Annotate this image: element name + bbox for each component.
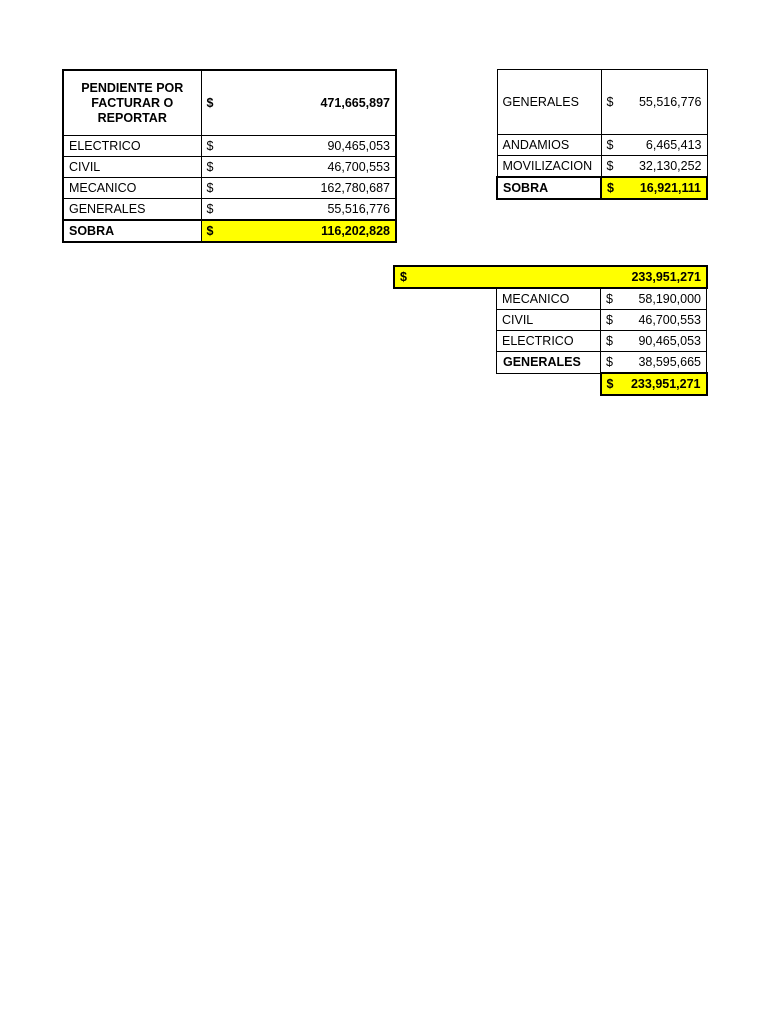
row-label: ELECTRICO	[63, 136, 201, 157]
row-label: ELECTRICO	[497, 331, 601, 352]
table-row	[497, 310, 707, 331]
total-value: 16,921,111	[621, 177, 707, 199]
currency-symbol: $	[601, 177, 621, 199]
row-value: 58,190,000	[621, 289, 707, 310]
row-label: CIVIL	[497, 310, 601, 331]
header-label: GENERALES	[497, 70, 601, 135]
currency-symbol: $	[201, 178, 221, 199]
row-label: MOVILIZACION	[497, 156, 601, 178]
table-row	[497, 135, 707, 156]
row-value: 90,465,053	[221, 136, 396, 157]
banner-value: 233,951,271	[414, 266, 707, 288]
total-label: SOBRA	[497, 177, 601, 199]
table-row	[63, 136, 396, 157]
row-value: 162,780,687	[221, 178, 396, 199]
banner-row	[394, 266, 707, 288]
total-value: 116,202,828	[221, 220, 396, 242]
row-value: 38,595,665	[621, 352, 707, 374]
row-value: 6,465,413	[621, 135, 707, 156]
currency-symbol: $	[601, 289, 621, 310]
row-label: GENERALES	[63, 199, 201, 221]
generales-breakdown-table	[496, 69, 708, 200]
distribution-table	[496, 288, 708, 396]
table-header-row	[497, 70, 707, 135]
table-row	[497, 156, 707, 178]
total-row	[497, 373, 707, 395]
header-value: 55,516,776	[621, 70, 707, 135]
header-label: PENDIENTE POR FACTURAR O REPORTAR	[63, 70, 201, 136]
currency-symbol: $	[201, 70, 221, 136]
empty-cell	[497, 373, 601, 395]
currency-symbol: $	[394, 266, 414, 288]
currency-symbol: $	[601, 373, 621, 395]
currency-symbol: $	[201, 220, 221, 242]
row-label: CIVIL	[63, 157, 201, 178]
currency-symbol: $	[201, 136, 221, 157]
row-value: 46,700,553	[221, 157, 396, 178]
currency-symbol: $	[601, 310, 621, 331]
row-value: 90,465,053	[621, 331, 707, 352]
total-value: 233,951,271	[621, 373, 707, 395]
table-row	[63, 157, 396, 178]
row-label: MECANICO	[63, 178, 201, 199]
table-row	[63, 199, 396, 221]
currency-symbol: $	[601, 156, 621, 178]
row-value: 32,130,252	[621, 156, 707, 178]
currency-symbol: $	[601, 331, 621, 352]
total-row	[497, 177, 707, 199]
pending-billing-table	[62, 69, 397, 243]
currency-symbol: $	[601, 352, 621, 374]
row-label: ANDAMIOS	[497, 135, 601, 156]
table-header-row	[63, 70, 396, 136]
currency-symbol: $	[201, 199, 221, 221]
total-label: SOBRA	[63, 220, 201, 242]
row-label: MECANICO	[497, 289, 601, 310]
row-label: GENERALES	[497, 352, 601, 374]
currency-symbol: $	[601, 135, 621, 156]
row-value: 55,516,776	[221, 199, 396, 221]
currency-symbol: $	[201, 157, 221, 178]
total-banner	[393, 265, 708, 289]
total-row	[63, 220, 396, 242]
table-row	[63, 178, 396, 199]
currency-symbol: $	[601, 70, 621, 135]
table-row	[497, 289, 707, 310]
header-value: 471,665,897	[221, 70, 396, 136]
table-row	[497, 331, 707, 352]
row-value: 46,700,553	[621, 310, 707, 331]
table-row	[497, 352, 707, 374]
